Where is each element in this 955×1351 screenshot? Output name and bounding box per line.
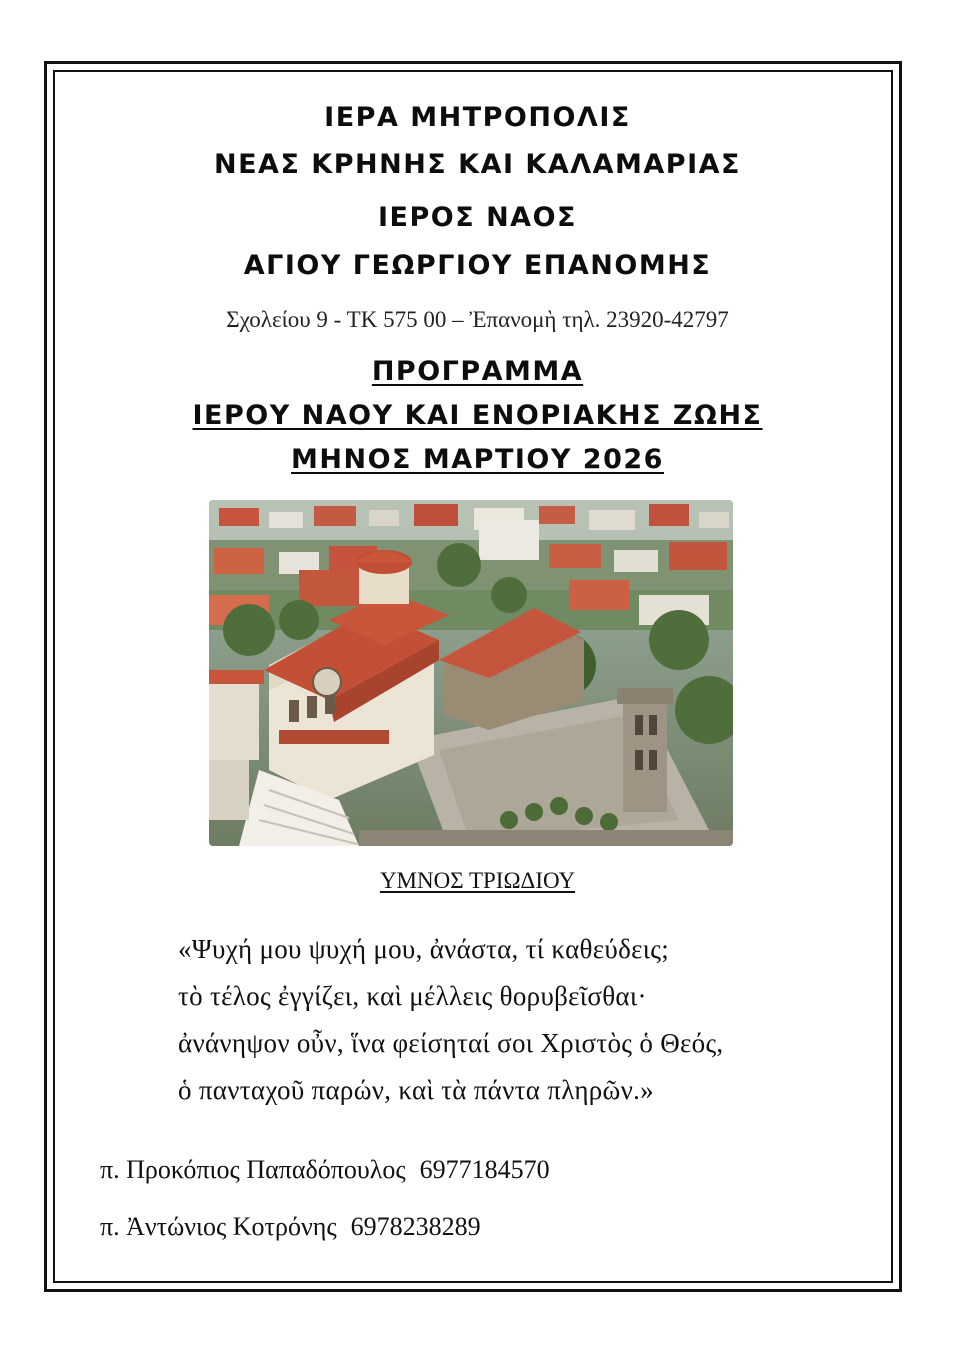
contact-name: π. Ἀντώνιος Κοτρόνης	[100, 1212, 337, 1241]
program-title: ΠΡΟΓΡΑΜΜΑ	[371, 356, 584, 387]
hymn-verse-2: τὸ τέλος ἐγγίζει, καὶ μέλλεις θορυβεῖσθαι·	[178, 981, 647, 1011]
hymn-verse-1: «Ψυχή μου ψυχή μου, ἀνάστα, τί καθεύδεις;	[178, 934, 670, 964]
contact-name: π. Προκόπιος Παπαδόπουλος	[100, 1155, 406, 1184]
metropolis-name-heading: ΝΕΑΣ ΚΡΗΝΗΣ ΚΑΙ ΚΑΛΑΜΑΡΙΑΣ	[214, 149, 741, 180]
church-heading: ΙΕΡΟΣ ΝΑΟΣ	[378, 202, 577, 233]
contact-phone: 6977184570	[419, 1155, 550, 1184]
hymn-title: ΥΜΝΟΣ ΤΡΙΩΔΙΟΥ	[379, 868, 576, 893]
church-aerial-photo	[209, 500, 733, 846]
contact-priest-1	[100, 1155, 550, 1185]
program-month: ΜΗΝΟΣ ΜΑΡΤΙΟΥ 2026	[291, 444, 664, 475]
metropolis-heading: ΙΕΡΑ ΜΗΤΡΟΠΟΛΙΣ	[324, 102, 631, 133]
hymn-verse-3: ἀνάνηψον οὖν, ἵνα φείσηταί σοι Χριστὸς ὁ Θεός,	[178, 1028, 724, 1058]
contact-priest-2	[100, 1212, 481, 1242]
hymn-verse-4: ὁ πανταχοῦ παρών, καὶ τὰ πάντα πληρῶν.»	[178, 1075, 654, 1105]
program-subtitle: ΙΕΡΟΥ ΝΑΟΥ ΚΑΙ ΕΝΟΡΙΑΚΗΣ ΖΩΗΣ	[192, 400, 763, 431]
church-name-heading: ΑΓΙΟΥ ΓΕΩΡΓΙΟΥ ΕΠΑΝΟΜΗΣ	[243, 250, 712, 281]
contact-phone: 6978238289	[350, 1212, 481, 1241]
church-address: Σχολείου 9 - ΤΚ 575 00 – Ἐπανομὴ τηλ. 23920-42797	[226, 307, 729, 332]
